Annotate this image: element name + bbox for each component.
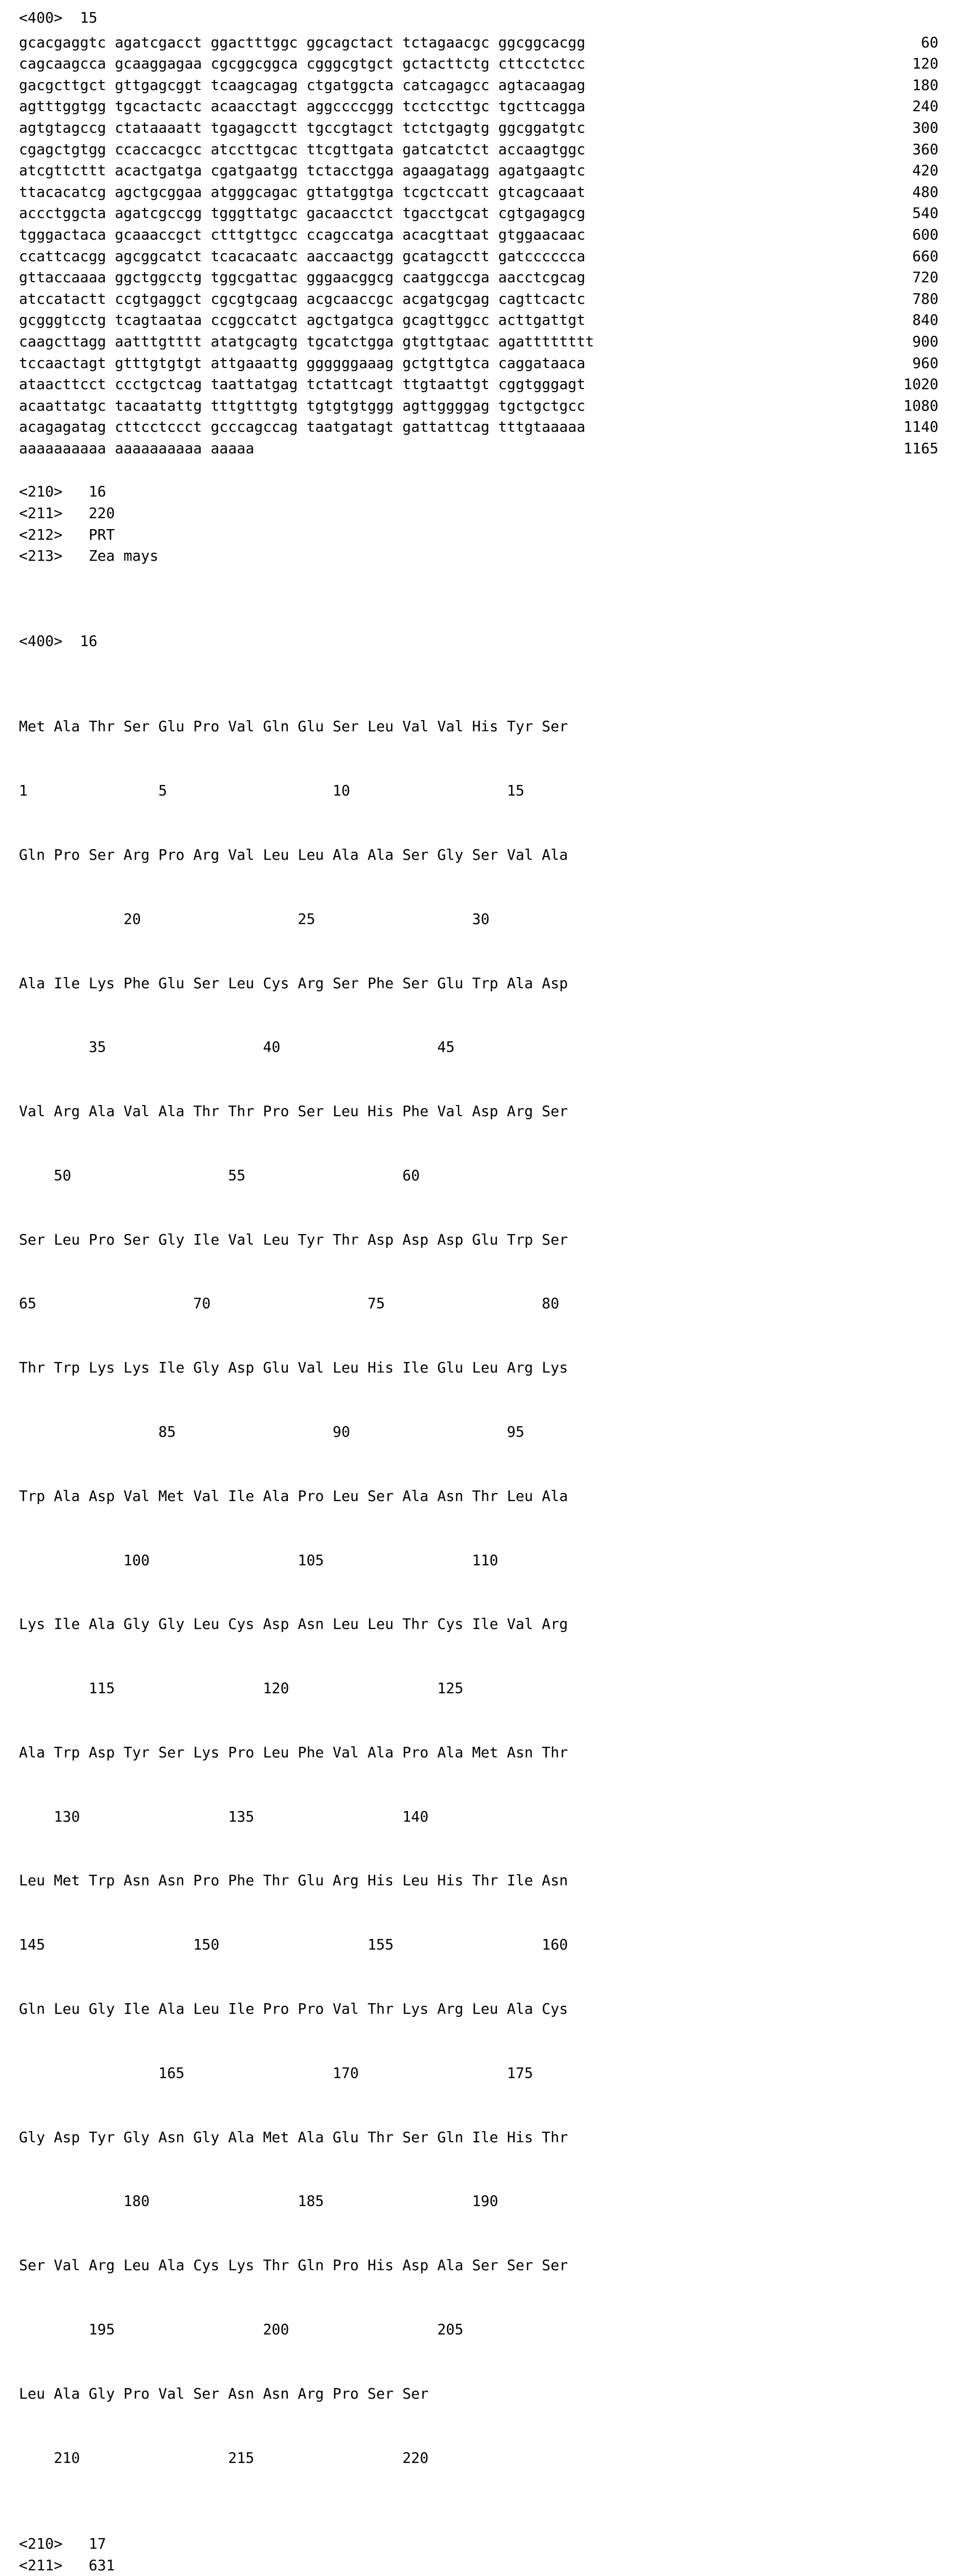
residue-numbers: 1 5 10 15 <box>19 782 525 800</box>
nucleotide-position: 420 <box>912 162 938 180</box>
nucleotide-sequence: tgggactaca gcaaaccgct ctttgttgcc ccagccatga acacgttaat gtggaacaac <box>19 226 586 243</box>
tag-212: <212> PRT <box>19 526 115 543</box>
residue-numbers: 100 105 110 <box>19 1551 498 1569</box>
tag-210: <210> 17 <box>19 2535 106 2553</box>
residue-row: Gly Asp Tyr Gly Asn Gly Ala Met Ala Glu Thr Ser Gln Ile His Thr <box>19 2129 568 2146</box>
nucleotide-row <box>19 395 938 417</box>
sequence-16-header: <400> 16 <box>19 633 98 650</box>
nucleotide-position: 780 <box>912 290 938 307</box>
tag-211: <211> 220 <box>19 505 115 522</box>
residue-numbers: 165 170 175 <box>19 2064 533 2082</box>
residue-row: Trp Ala Asp Val Met Val Ile Ala Pro Leu Ser Ala Asn Thr Leu Ala <box>19 1487 568 1505</box>
nucleotide-position: 540 <box>912 205 938 222</box>
residue-numbers: 145 150 155 160 <box>19 1936 568 1954</box>
nucleotide-row <box>19 117 938 139</box>
residue-numbers: 195 200 205 <box>19 2321 464 2338</box>
nucleotide-row <box>19 160 938 182</box>
residue-numbers: 115 120 125 <box>19 1680 464 1697</box>
residue-numbers: 65 70 75 80 <box>19 1295 559 1312</box>
nucleotide-row <box>19 53 938 75</box>
residue-row: Ala Trp Asp Tyr Ser Lys Pro Leu Phe Val Ala Pro Ala Met Asn Thr <box>19 1744 568 1761</box>
residue-row: Leu Met Trp Asn Asn Pro Phe Thr Glu Arg His Leu His Thr Ile Asn <box>19 1872 568 1889</box>
nucleotide-position: 1020 <box>903 376 938 393</box>
nucleotide-sequence: aaaaaaaaaa aaaaaaaaaa aaaaa <box>19 440 255 457</box>
nucleotide-row <box>19 374 938 395</box>
nucleotide-sequence: gacgcttgct gttgagcggt tcaagcagag ctgatggcta catcagagcc agtacaagag <box>19 76 586 94</box>
nucleotide-row <box>19 182 938 203</box>
residue-row: Leu Ala Gly Pro Val Ser Asn Asn Arg Pro Ser Ser <box>19 2385 429 2402</box>
nucleotide-sequence: atcgttcttt acactgatga cgatgaatgg tctacctgga agaagatagg agatgaagtc <box>19 162 586 180</box>
sequence-15-header: <400> 15 <box>19 9 98 26</box>
nucleotide-sequence: gttaccaaaa ggctggcctg tggcgattac gggaacggcg caatggccga aacctcgcag <box>19 269 586 286</box>
nucleotide-sequence: agtgtagccg ctataaaatt tgagagcctt tgccgtagct tctctgagtg ggcggatgtc <box>19 119 586 136</box>
nucleotide-position: 1140 <box>903 419 938 436</box>
tag-211: <211> 631 <box>19 2557 115 2574</box>
section-gap <box>19 2511 938 2533</box>
nucleotide-position: 1080 <box>903 397 938 414</box>
nucleotide-position: 960 <box>912 354 938 372</box>
sequence-15-block <box>19 7 938 459</box>
nucleotide-row <box>19 331 938 353</box>
nucleotide-sequence: ttacacatcg agctgcggaa atgggcagac gttatggtga tcgctccatt gtcagcaaat <box>19 183 586 201</box>
nucleotide-sequence: cgagctgtgg ccaccacgcc atccttgcac ttcgttgata gatcatctct accaagtggc <box>19 141 586 158</box>
residue-row: Ala Ile Lys Phe Glu Ser Leu Cys Arg Ser Phe Ser Glu Trp Ala Asp <box>19 974 568 992</box>
nucleotide-sequence: cagcaagcca gcaaggagaa cgcggcggca cgggcgtgct gctacttctg cttcctctcc <box>19 55 586 73</box>
sequence-16-block <box>19 588 938 2511</box>
nucleotide-position: 60 <box>921 34 938 51</box>
nucleotide-position: 480 <box>912 183 938 201</box>
nucleotide-sequence: gcgggtcctg tcagtaataa ccggccatct agctgatgca gcagttggcc acttgattgt <box>19 312 586 329</box>
nucleotide-position: 360 <box>912 141 938 158</box>
nucleotide-sequence: caagcttagg aatttgtttt atatgcagtg tgcatctgga gtgttgtaac agatttttttt <box>19 333 594 350</box>
sequence-17-tags <box>19 2533 938 2576</box>
nucleotide-position: 300 <box>912 119 938 136</box>
nucleotide-position: 720 <box>912 269 938 286</box>
residue-row: Gln Pro Ser Arg Pro Arg Val Leu Leu Ala Ala Ser Gly Ser Val Ala <box>19 846 568 863</box>
nucleotide-row <box>19 310 938 331</box>
tag-210: <210> 16 <box>19 483 106 501</box>
residue-row: Met Ala Thr Ser Glu Pro Val Gln Glu Ser Leu Val Val His Tyr Ser <box>19 718 568 735</box>
nucleotide-sequence: ataacttcct ccctgctcag taattatgag tctattcagt ttgtaattgt cggtgggagt <box>19 376 586 393</box>
nucleotide-row <box>19 289 938 310</box>
nucleotide-position: 120 <box>912 55 938 73</box>
residue-numbers: 20 25 30 <box>19 910 490 928</box>
nucleotide-row <box>19 267 938 289</box>
residue-row: Ser Leu Pro Ser Gly Ile Val Leu Tyr Thr Asp Asp Asp Glu Trp Ser <box>19 1231 568 1248</box>
nucleotide-position: 1165 <box>903 440 938 457</box>
nucleotide-sequence: agtttggtgg tgcactactc acaacctagt aggccccggg tcctccttgc tgcttcagga <box>19 98 586 115</box>
nucleotide-row <box>19 32 938 54</box>
residue-numbers: 35 40 45 <box>19 1039 455 1056</box>
nucleotide-position: 180 <box>912 76 938 94</box>
nucleotide-sequence: atccatactt ccgtgaggct cgcgtgcaag acgcaaccgc acgatgcgag cagttcactc <box>19 290 586 307</box>
residue-row: Val Arg Ala Val Ala Thr Thr Pro Ser Leu His Phe Val Asp Arg Ser <box>19 1103 568 1120</box>
nucleotide-row <box>19 75 938 96</box>
nucleotide-sequence: gcacgaggtc agatcgacct ggactttggc ggcagctact tctagaacgc ggcggcacgg <box>19 34 586 51</box>
nucleotide-sequence: acagagatag cttcctccct gcccagccag taatgatagt gattattcag tttgtaaaaa <box>19 419 586 436</box>
residue-row: Lys Ile Ala Gly Gly Leu Cys Asp Asn Leu Leu Thr Cys Ile Val Arg <box>19 1616 568 1633</box>
residue-row: Gln Leu Gly Ile Ala Leu Ile Pro Pro Val Thr Lys Arg Leu Ala Cys <box>19 2001 568 2018</box>
nucleotide-row <box>19 246 938 267</box>
nucleotide-row <box>19 416 938 438</box>
nucleotide-row <box>19 224 938 246</box>
nucleotide-row <box>19 353 938 374</box>
nucleotide-position: 240 <box>912 98 938 115</box>
tag-213: <213> Zea mays <box>19 548 158 565</box>
residue-numbers: 210 215 220 <box>19 2449 429 2466</box>
residue-numbers: 50 55 60 <box>19 1167 420 1184</box>
nucleotide-position: 660 <box>912 247 938 265</box>
nucleotide-sequence: tccaactagt gtttgtgtgt attgaaattg ggggggaaag gctgttgtca caggataaca <box>19 354 586 372</box>
residue-numbers: 180 185 190 <box>19 2193 498 2210</box>
residue-row: Thr Trp Lys Lys Ile Gly Asp Glu Val Leu His Ile Glu Leu Arg Lys <box>19 1359 568 1377</box>
nucleotide-row <box>19 438 938 460</box>
residue-row: Ser Val Arg Leu Ala Cys Lys Thr Gln Pro His Asp Ala Ser Ser Ser <box>19 2257 568 2274</box>
nucleotide-position: 840 <box>912 312 938 329</box>
residue-numbers: 85 90 95 <box>19 1424 525 1440</box>
nucleotide-row <box>19 203 938 224</box>
nucleotide-position: 900 <box>912 333 938 350</box>
nucleotide-sequence: acaattatgc tacaatattg tttgtttgtg tgtgtgtggg agttggggag tgctgctgcc <box>19 397 586 414</box>
section-gap <box>19 459 938 481</box>
nucleotide-position: 600 <box>912 226 938 243</box>
residue-numbers: 130 135 140 <box>19 1808 429 1825</box>
section-gap <box>19 567 938 588</box>
nucleotide-sequence: accctggcta agatcgccgg tgggttatgc gacaacctct tgacctgcat cgtgagagcg <box>19 205 586 222</box>
nucleotide-sequence: ccattcacgg agcggcatct tcacacaatc aaccaactgg gcatagcctt gatcccccca <box>19 247 586 265</box>
nucleotide-row <box>19 96 938 117</box>
nucleotide-row <box>19 139 938 161</box>
sequence-16-tags <box>19 481 938 566</box>
